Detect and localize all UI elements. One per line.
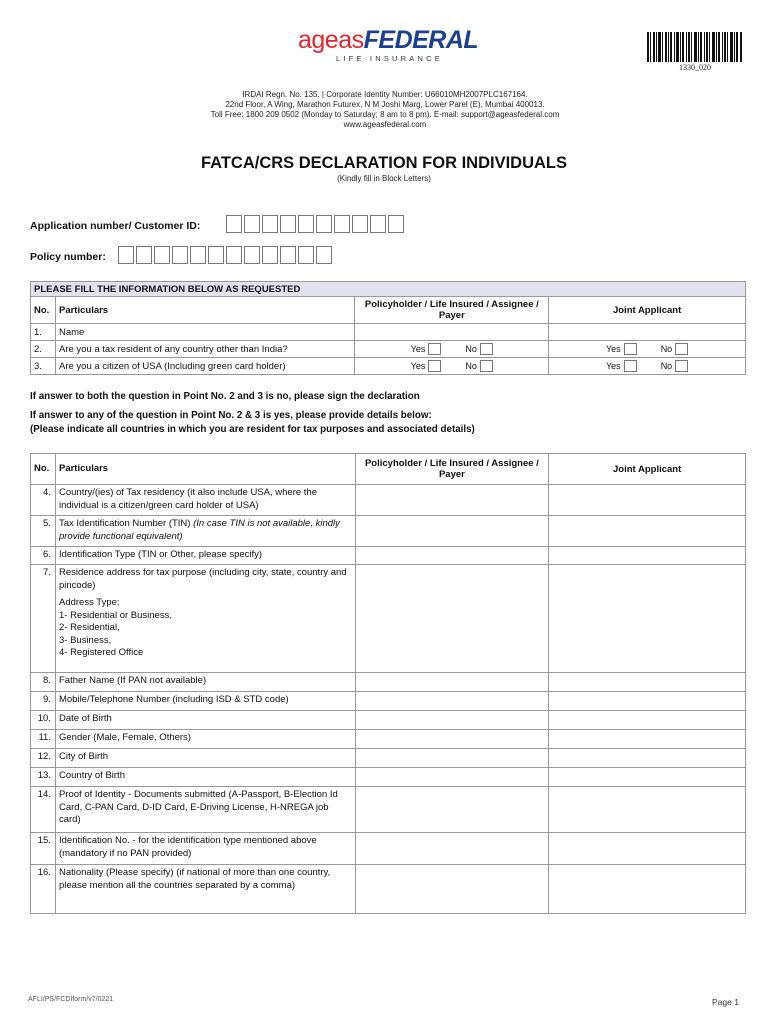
yes-label: Yes — [606, 344, 621, 354]
policyholder-input-cell[interactable] — [355, 692, 549, 711]
row-particular: Identification Type (TIN or Other, please specify) — [55, 547, 355, 565]
row-number: 12. — [31, 749, 56, 768]
basic-info-table — [30, 281, 746, 375]
row-particular: Proof of Identity - Documents submitted (A-Passport, B-Election Id Card, C-PAN Card, D-ID Card, E-Driving License, H-NREGA job card) — [55, 787, 355, 833]
char-box[interactable] — [262, 246, 278, 264]
joint-input-cell[interactable] — [549, 516, 746, 547]
row-number: 3. — [31, 358, 56, 375]
page-title: FATCA/CRS DECLARATION FOR INDIVIDUALS — [200, 154, 568, 172]
address-type-option: 3- Business, — [58, 634, 112, 646]
header-joint-applicant: Joint Applicant — [549, 454, 746, 485]
policyholder-input-cell[interactable] — [355, 749, 549, 768]
policyholder-input-cell[interactable] — [355, 711, 549, 730]
row-particular: Name — [55, 324, 354, 341]
yes-checkbox[interactable] — [624, 343, 637, 355]
row-particular: City of Birth — [55, 749, 355, 768]
row-particular: Gender (Male, Female, Others) — [55, 730, 355, 749]
table-row — [31, 485, 746, 516]
joint-input-cell[interactable] — [549, 485, 746, 516]
row-number: 14. — [31, 787, 56, 833]
row-number: 8. — [31, 673, 56, 692]
row-particular: Father Name (If PAN not available) — [55, 673, 355, 692]
policyholder-input-cell[interactable] — [355, 787, 549, 833]
policyholder-input-cell[interactable] — [355, 485, 549, 516]
row-particular: Are you a citizen of USA (Including green card holder) — [55, 358, 354, 375]
table-row — [31, 787, 746, 833]
char-box[interactable] — [244, 246, 260, 264]
joint-input-cell[interactable] — [549, 833, 746, 865]
joint-name-cell[interactable] — [549, 324, 746, 341]
row-particular: Identification No. - for the identification type mentioned above (mandatory if no PAN provided) — [55, 833, 355, 865]
row-number: 13. — [31, 768, 56, 787]
address-type-option: 1- Residential or Business, — [58, 609, 172, 621]
char-box[interactable] — [352, 215, 368, 233]
row-number: 4. — [31, 485, 56, 516]
barcode-icon — [647, 32, 743, 64]
policyholder-input-cell[interactable] — [355, 833, 549, 865]
row-number: 7. — [31, 565, 56, 673]
address-type-option: 2- Residential, — [58, 622, 120, 633]
no-checkbox[interactable] — [675, 360, 688, 372]
page-subtitle: (Kindly fill in Block Letters) — [337, 174, 431, 183]
joint-input-cell[interactable] — [549, 547, 746, 565]
table-row — [31, 673, 746, 692]
table-row — [31, 516, 746, 547]
joint-input-cell[interactable] — [549, 787, 746, 833]
char-box[interactable] — [370, 215, 386, 233]
row-particular: Nationality (Please specify) (if national of more than one country, please mention all the countries separated by a comma) — [55, 865, 355, 914]
row-particular: Country of Birth — [55, 768, 355, 787]
char-box[interactable] — [136, 246, 152, 264]
no-label: No — [465, 361, 477, 371]
row-particular: Are you a tax resident of any country other than India? — [55, 341, 354, 358]
instruction-note-3: (Please indicate all countries in which you are resident for tax purposes and associated details) — [30, 424, 475, 435]
char-box[interactable] — [190, 246, 206, 264]
joint-input-cell[interactable] — [549, 749, 746, 768]
row-number: 5. — [31, 516, 56, 547]
no-checkbox[interactable] — [480, 343, 493, 355]
contact-info: Toll Free: 1800 209 0502 (Monday to Saturday; 8 am to 8 pm). E-mail: support@ageasfederal.com — [210, 110, 560, 119]
policyholder-input-cell[interactable] — [355, 565, 549, 673]
policyholder-input-cell[interactable] — [355, 865, 549, 914]
table-row — [31, 730, 746, 749]
yes-label: Yes — [410, 344, 426, 354]
table-row — [31, 341, 746, 358]
row-particular: Date of Birth — [55, 711, 355, 730]
regn-info: IRDAI Regn. No. 135. | Corporate Identity Number: U66010MH2007PLC167164. — [242, 90, 528, 99]
row-particular: Country/(ies) of Tax residency (it also include USA, where the individual is a citizen/green card holder of USA) — [55, 485, 355, 516]
char-box[interactable] — [316, 246, 332, 264]
address-type-list — [59, 597, 352, 660]
table-row — [31, 749, 746, 768]
joint-input-cell[interactable] — [549, 565, 746, 673]
application-number-field[interactable] — [226, 215, 406, 233]
row-particular-note: (In case TIN is not available, kindly provide functional equivalent) — [58, 518, 340, 542]
char-box[interactable] — [298, 215, 314, 233]
yes-checkbox[interactable] — [624, 360, 637, 372]
char-box[interactable] — [244, 215, 260, 233]
row-particular: Tax Identification Number (TIN) — [58, 518, 194, 529]
table-row — [31, 768, 746, 787]
no-checkbox[interactable] — [480, 360, 493, 372]
policy-number-label: Policy number: — [30, 251, 106, 263]
section-band: PLEASE FILL THE INFORMATION BELOW AS REQUESTED — [31, 282, 746, 297]
yes-label: Yes — [410, 361, 426, 371]
no-label: No — [660, 344, 673, 354]
logo-subtitle: LIFE INSURANCE — [336, 54, 443, 63]
barcode-number: 1330_020 — [679, 63, 711, 72]
header-no: No. — [31, 297, 56, 324]
policyholder-input-cell[interactable] — [355, 516, 549, 547]
row-number: 2. — [31, 341, 56, 358]
char-box[interactable] — [118, 246, 134, 264]
row-number: 16. — [31, 865, 56, 914]
address-type-heading: Address Type: — [58, 597, 120, 608]
instruction-note-1: If answer to both the question in Point No. 2 and 3 is no, please sign the declaration — [30, 391, 420, 402]
address-info: 22nd Floor, A Wing, Marathon Futurex, N M Joshi Marg, Lower Parel (E), Mumbai 400013. — [225, 100, 545, 109]
policyholder-input-cell[interactable] — [355, 768, 549, 787]
char-box[interactable] — [154, 246, 170, 264]
row-number: 15. — [31, 833, 56, 865]
no-checkbox[interactable] — [675, 343, 688, 355]
char-box[interactable] — [226, 215, 242, 233]
char-box[interactable] — [388, 215, 404, 233]
table-row — [31, 358, 746, 375]
yes-label: Yes — [606, 361, 621, 371]
char-box[interactable] — [280, 246, 296, 264]
company-logo — [298, 26, 479, 67]
policyholder-input-cell[interactable] — [355, 547, 549, 565]
row-number: 10. — [31, 711, 56, 730]
joint-input-cell[interactable] — [549, 692, 746, 711]
char-box[interactable] — [298, 246, 314, 264]
joint-input-cell[interactable] — [549, 730, 746, 749]
row-particular: Residence address for tax purpose (including city, state, country and pincode) — [58, 567, 347, 591]
header-policyholder: Policyholder / Life Insured / Assignee / Payer — [355, 454, 549, 485]
char-box[interactable] — [280, 215, 296, 233]
tax-details-table — [30, 453, 746, 914]
header-particulars: Particulars — [55, 454, 355, 485]
table-row — [31, 565, 746, 673]
page-number: Page 1 — [712, 997, 739, 1007]
joint-input-cell[interactable] — [549, 673, 746, 692]
table-row — [31, 711, 746, 730]
row-particular: Mobile/Telephone Number (including ISD & STD code) — [55, 692, 355, 711]
char-box[interactable] — [172, 246, 188, 264]
header-policyholder: Policyholder / Life Insured / Assignee / Payer — [355, 297, 549, 324]
header-no: No. — [31, 454, 56, 485]
char-box[interactable] — [208, 246, 224, 264]
policyholder-name-cell[interactable] — [355, 324, 549, 341]
joint-input-cell[interactable] — [549, 768, 746, 787]
policy-number-field[interactable] — [118, 246, 334, 264]
website-link[interactable]: www.ageasfederal.com — [343, 120, 427, 129]
instruction-note-2: If answer to any of the question in Point No. 2 & 3 is yes, please provide details below: — [30, 410, 432, 421]
char-box[interactable] — [262, 215, 278, 233]
table-row — [31, 833, 746, 865]
logo-text-ageas: ageas — [298, 26, 364, 54]
char-box[interactable] — [316, 215, 332, 233]
table-row — [31, 547, 746, 565]
policyholder-input-cell[interactable] — [355, 673, 549, 692]
no-label: No — [660, 361, 673, 371]
yes-checkbox[interactable] — [428, 360, 441, 372]
header-joint-applicant: Joint Applicant — [549, 297, 746, 324]
char-box[interactable] — [334, 215, 350, 233]
application-number-label: Application number/ Customer ID: — [30, 220, 201, 232]
joint-input-cell[interactable] — [549, 711, 746, 730]
table-row — [31, 324, 746, 341]
header-particulars: Particulars — [55, 297, 354, 324]
char-box[interactable] — [226, 246, 242, 264]
address-type-option: 4- Registered Office — [58, 647, 144, 658]
row-number: 1. — [31, 324, 56, 341]
table-row — [31, 692, 746, 711]
row-number: 11. — [31, 730, 56, 749]
yes-checkbox[interactable] — [428, 343, 441, 355]
logo-text-federal: FEDERAL — [363, 26, 479, 54]
policyholder-input-cell[interactable] — [355, 730, 549, 749]
row-number: 6. — [31, 547, 56, 565]
table-row — [31, 865, 746, 914]
joint-input-cell[interactable] — [549, 865, 746, 914]
row-number: 9. — [31, 692, 56, 711]
form-code: AFLI/PS/FCDIform/v7/0221 — [28, 996, 114, 1003]
no-label: No — [465, 344, 477, 354]
